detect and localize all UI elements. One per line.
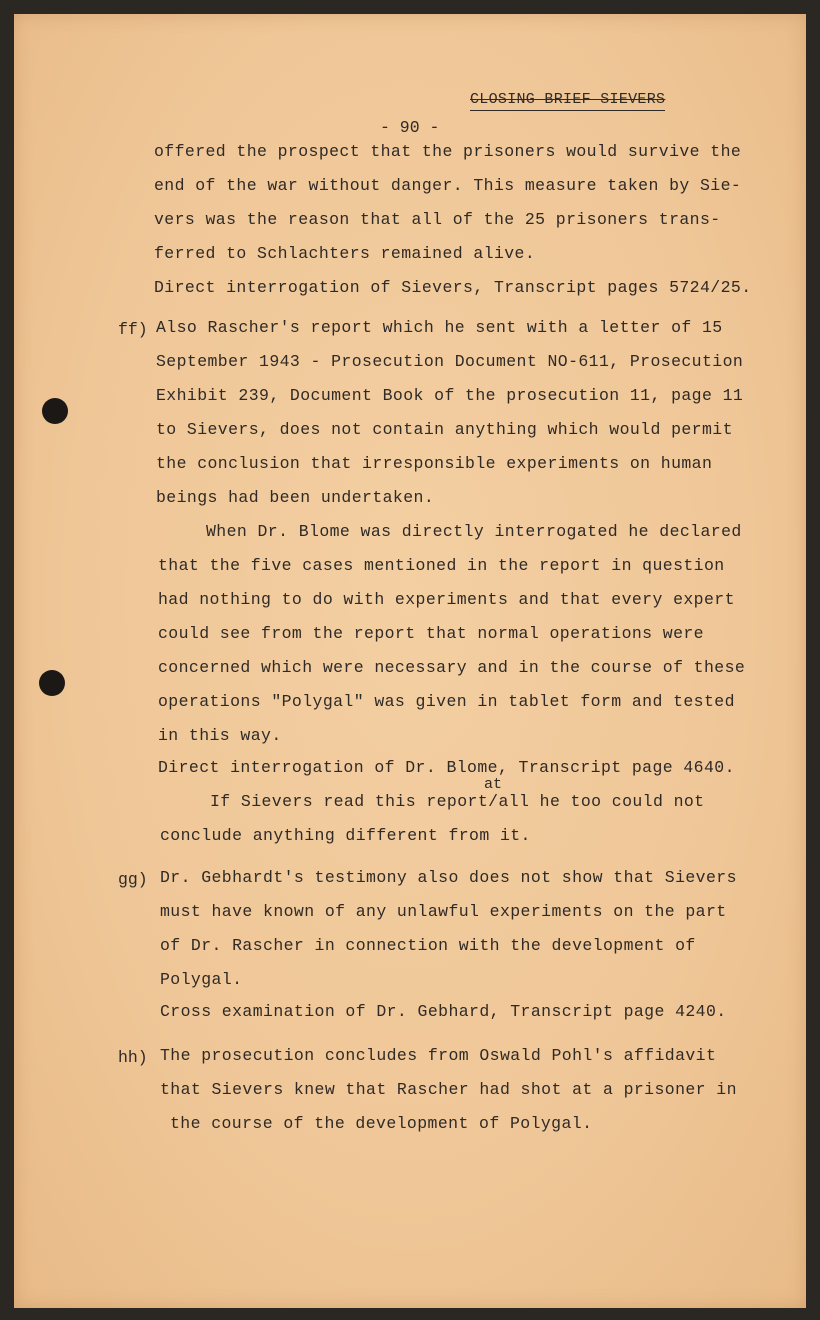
text-line: that Sievers knew that Rascher had shot at a prisoner in: [160, 1080, 737, 1099]
text-line: Direct interrogation of Dr. Blome, Transcript page 4640.: [158, 758, 735, 777]
text-line: had nothing to do with experiments and that every expert: [158, 590, 735, 609]
text-line: the conclusion that irresponsible experiments on human: [156, 454, 713, 473]
text-line: must have known of any unlawful experiments on the part: [160, 902, 727, 921]
text-line: the course of the development of Polygal.: [170, 1114, 593, 1133]
item-label-hh: hh): [118, 1048, 148, 1067]
text-line: Dr. Gebhardt's testimony also does not show that Sievers: [160, 868, 737, 887]
text-line: could see from the report that normal operations were: [158, 624, 704, 643]
text-line: ferred to Schlachters remained alive.: [154, 244, 536, 263]
document-page: [14, 14, 806, 1308]
text-line: September 1943 - Prosecution Document NO-611, Prosecution: [156, 352, 744, 371]
text-line: concerned which were necessary and in the course of these: [158, 658, 746, 677]
text-line: to Sievers, does not contain anything which would permit: [156, 420, 733, 439]
item-label-ff: ff): [118, 320, 148, 339]
text-line: Cross examination of Dr. Gebhard, Transcript page 4240.: [160, 1002, 727, 1021]
text-line: of Dr. Rascher in connection with the development of: [160, 936, 696, 955]
text-line: The prosecution concludes from Oswald Pohl's affidavit: [160, 1046, 717, 1065]
text-line: operations "Polygal" was given in tablet form and tested: [158, 692, 735, 711]
header-title: CLOSING BRIEF SIEVERS: [470, 90, 665, 111]
interlinear-insertion: at: [484, 776, 503, 793]
text-line: that the five cases mentioned in the report in question: [158, 556, 725, 575]
text-line: end of the war without danger. This measure taken by Sie-: [154, 176, 742, 195]
text-line: If Sievers read this report/all he too could not: [210, 792, 705, 811]
punch-hole-bottom: [39, 670, 65, 696]
text-line: When Dr. Blome was directly interrogated he declared: [206, 522, 742, 541]
text-line: Exhibit 239, Document Book of the prosecution 11, page 11: [156, 386, 744, 405]
text-line: beings had been undertaken.: [156, 488, 435, 507]
text-line: Also Rascher's report which he sent with a letter of 15: [156, 318, 723, 337]
punch-hole-top: [42, 398, 68, 424]
text-line: vers was the reason that all of the 25 prisoners trans-: [154, 210, 721, 229]
text-line: Polygal.: [160, 970, 243, 989]
text-line: in this way.: [158, 726, 282, 745]
text-line: offered the prospect that the prisoners would survive the: [154, 142, 742, 161]
text-line: Direct interrogation of Sievers, Transcript pages 5724/25.: [154, 278, 752, 297]
item-label-gg: gg): [118, 870, 148, 889]
text-line: conclude anything different from it.: [160, 826, 531, 845]
page-number: - 90 -: [380, 118, 440, 137]
